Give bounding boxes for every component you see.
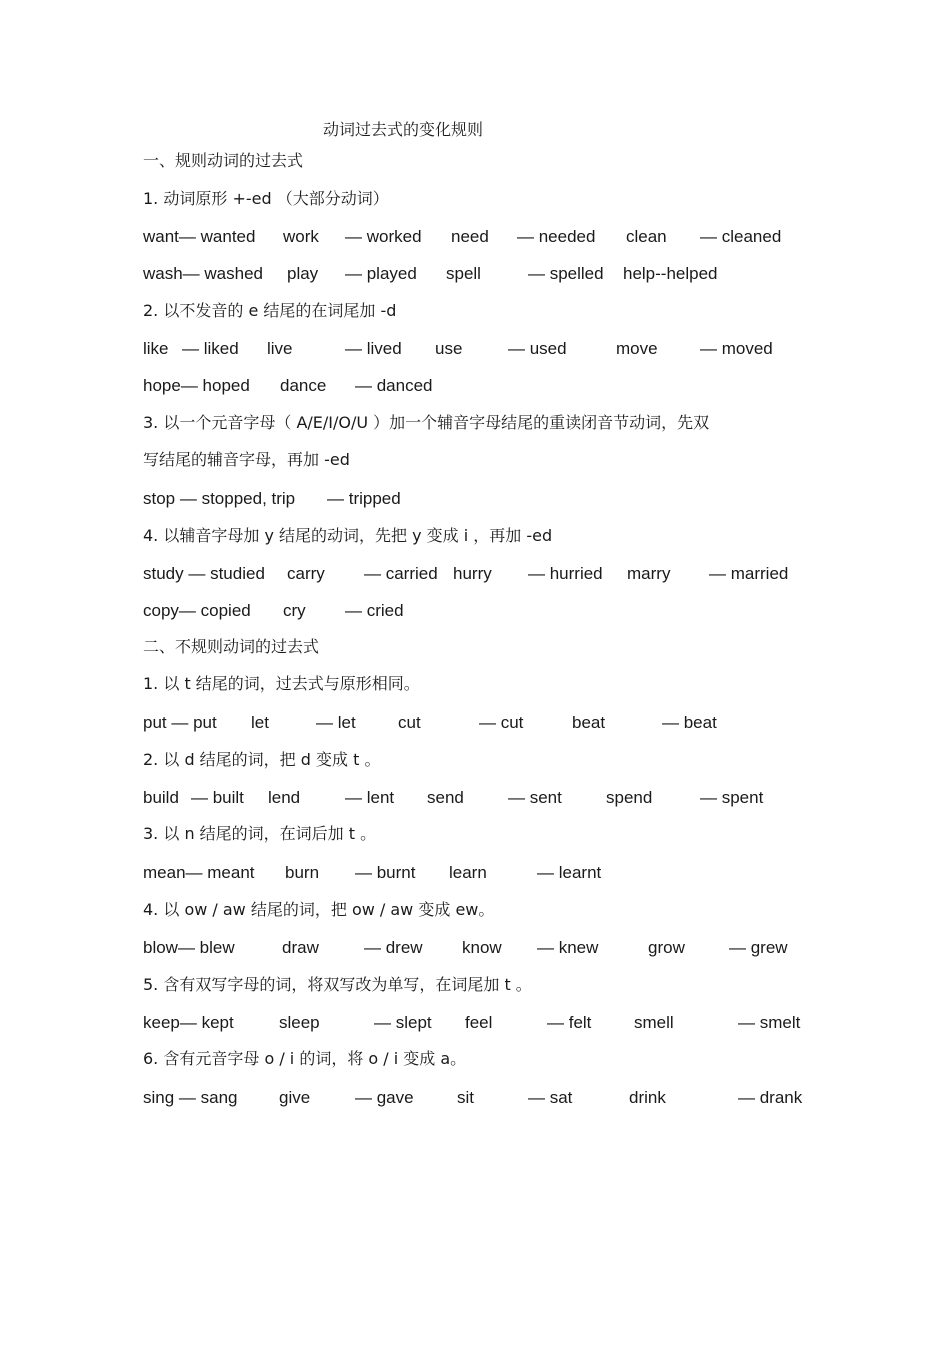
example-row-13: [0, 1087, 950, 1109]
example-word: — danced: [355, 376, 433, 395]
example-word: lend: [268, 788, 301, 807]
example-word: — spent: [700, 788, 764, 807]
example-word: — sat: [528, 1088, 573, 1107]
example-word: — used: [508, 339, 567, 358]
example-word: — beat: [662, 713, 717, 732]
example-word: drink: [629, 1088, 666, 1107]
example-row-7: [0, 600, 950, 622]
example-word: — burnt: [355, 863, 416, 882]
example-word: — let: [316, 713, 356, 732]
example-row-10: [0, 862, 950, 884]
example-word: use: [435, 339, 463, 358]
example-row-3: [0, 338, 950, 360]
example-word: — played: [345, 264, 417, 283]
rule-3-line-1: 3. 以一个元音字母（ A/E/I/O/U ）加一个辅音字母结尾的重读闭音节动词，先双: [143, 413, 710, 432]
document-title: 动词过去式的变化规则: [323, 120, 484, 139]
example-word: — sent: [508, 788, 562, 807]
example-word: cut: [398, 713, 421, 732]
example-word: mean— meant: [143, 863, 255, 882]
example-word: hope— hoped: [143, 376, 250, 395]
example-word: give: [279, 1088, 311, 1107]
example-row-9: [0, 787, 950, 809]
example-row-12: [0, 1012, 950, 1034]
irregular-rule-5: 5. 含有双写字母的词，将双写改为单写，在词尾加 t 。: [143, 975, 532, 994]
section-heading-irregular: 二、不规则动词的过去式: [143, 637, 320, 656]
example-word: sit: [457, 1088, 474, 1107]
example-word: — lent: [345, 788, 395, 807]
example-word: — needed: [517, 227, 596, 246]
example-word: — knew: [537, 938, 599, 957]
example-word: — moved: [700, 339, 773, 358]
example-word: dance: [280, 376, 327, 395]
example-word: spell: [446, 264, 481, 283]
example-word: move: [616, 339, 658, 358]
example-word: marry: [627, 564, 671, 583]
example-word: send: [427, 788, 464, 807]
irregular-rule-1: 1. 以 t 结尾的词，过去式与原形相同。: [143, 674, 420, 693]
example-word: — spelled: [528, 264, 604, 283]
example-word: build: [143, 788, 179, 807]
example-word: — cried: [345, 601, 404, 620]
example-word: — carried: [364, 564, 438, 583]
example-word: beat: [572, 713, 606, 732]
rule-1: 1. 动词原形 +-ed （大部分动词）: [143, 189, 389, 208]
example-word: sleep: [279, 1013, 320, 1032]
example-word: — cleaned: [700, 227, 782, 246]
example-word: — lived: [345, 339, 402, 358]
irregular-rule-3: 3. 以 n 结尾的词，在词后加 t 。: [143, 824, 377, 843]
example-word: smell: [634, 1013, 674, 1032]
example-word: let: [251, 713, 269, 732]
example-word: sing — sang: [143, 1088, 238, 1107]
example-word: — slept: [374, 1013, 432, 1032]
rule-2: 2. 以不发音的 e 结尾的在词尾加 -d: [143, 301, 397, 320]
example-word: feel: [465, 1013, 493, 1032]
example-word: put — put: [143, 713, 217, 732]
example-word: help--helped: [623, 264, 718, 283]
example-word: want— wanted: [143, 227, 256, 246]
example-word: clean: [626, 227, 667, 246]
irregular-rule-2: 2. 以 d 结尾的词，把 d 变成 t 。: [143, 750, 381, 769]
irregular-rule-4: 4. 以 ow / aw 结尾的词，把 ow / aw 变成 ew。: [143, 900, 495, 919]
example-word: stop — stopped, trip: [143, 489, 296, 508]
rule-3-line-2: 写结尾的辅音字母，再加 -ed: [143, 450, 350, 469]
example-word: hurry: [453, 564, 492, 583]
example-word: grow: [648, 938, 685, 957]
example-row-5: [0, 488, 950, 510]
example-word: — liked: [182, 339, 239, 358]
example-word: draw: [282, 938, 319, 957]
example-row-4: [0, 375, 950, 397]
example-word: spend: [606, 788, 653, 807]
example-word: — smelt: [738, 1013, 801, 1032]
example-row-2: [0, 263, 950, 285]
example-word: like: [143, 339, 169, 358]
example-word: — hurried: [528, 564, 603, 583]
section-heading-regular: 一、规则动词的过去式: [143, 151, 304, 170]
example-word: — learnt: [537, 863, 602, 882]
example-row-11: [0, 937, 950, 959]
example-word: — cut: [479, 713, 524, 732]
example-word: learn: [449, 863, 487, 882]
example-word: — drew: [364, 938, 423, 957]
example-word: keep— kept: [143, 1013, 234, 1032]
example-word: — tripped: [327, 489, 401, 508]
example-word: — drank: [738, 1088, 803, 1107]
example-word: carry: [287, 564, 325, 583]
example-word: — worked: [345, 227, 422, 246]
example-row-6: [0, 563, 950, 585]
example-word: need: [451, 227, 489, 246]
example-word: — felt: [547, 1013, 592, 1032]
irregular-rule-6: 6. 含有元音字母 o / i 的词，将 o / i 变成 a。: [143, 1049, 467, 1068]
example-word: blow— blew: [143, 938, 235, 957]
example-word: — gave: [355, 1088, 414, 1107]
example-word: study — studied: [143, 564, 265, 583]
rule-4: 4. 以辅音字母加 y 结尾的动词，先把 y 变成 i ，再加 -ed: [143, 526, 553, 545]
example-word: cry: [283, 601, 306, 620]
example-word: — built: [191, 788, 244, 807]
example-row-8: [0, 712, 950, 734]
example-word: live: [267, 339, 293, 358]
example-word: burn: [285, 863, 320, 882]
example-row-1: [0, 226, 950, 248]
example-word: play: [287, 264, 319, 283]
example-word: know: [462, 938, 502, 957]
example-word: — grew: [729, 938, 788, 957]
example-word: — married: [709, 564, 789, 583]
example-word: wash— washed: [143, 264, 264, 283]
example-word: copy— copied: [143, 601, 251, 620]
example-word: work: [283, 227, 319, 246]
